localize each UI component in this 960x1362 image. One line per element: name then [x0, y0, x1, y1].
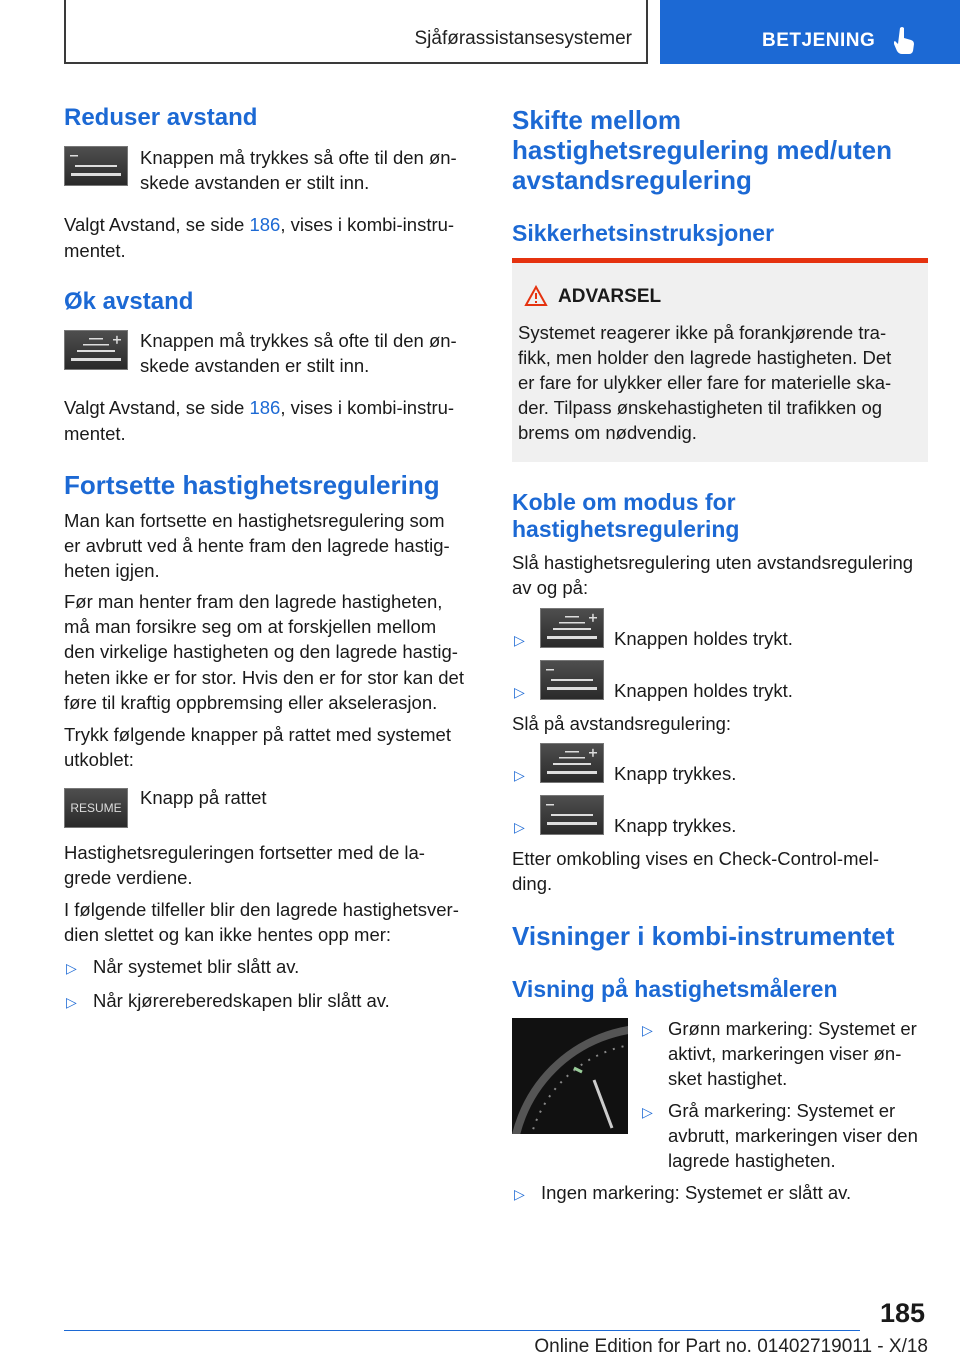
heading-sikkerhet: Sikkerhetsinstruksjoner [512, 220, 775, 246]
reduser-reference [64, 212, 454, 238]
gauge-bullet2-l3: lagrede hastigheten. [668, 1150, 836, 1171]
speedometer-icon [512, 1018, 628, 1134]
koble-item-2: Knappen holdes trykt. [614, 680, 793, 701]
reduce-distance-button-image [540, 660, 604, 700]
heading-fortsette: Fortsette hastighetsregulering [64, 470, 440, 500]
bullet-triangle-icon: ▷ [514, 632, 525, 648]
page-number: 185 [880, 1298, 926, 1328]
ok-reference-line2: mentet. [64, 423, 126, 444]
para5-l1: I følgende tilfeller blir den lagrede hastighetsver- [64, 899, 459, 920]
reduce-distance-icon [65, 147, 127, 185]
resume-caption: Knapp på rattet [140, 787, 267, 808]
page-link-186[interactable]: 186 [249, 214, 281, 235]
increase-distance-icon [65, 331, 127, 369]
bullet-triangle-icon: ▷ [642, 1022, 653, 1038]
gauge-bullet1-l1: Grønn markering: Systemet er [668, 1018, 917, 1039]
para1-l3: heten igjen. [64, 560, 160, 581]
gauge-bullet1-l2: aktivt, markeringen viser øn- [668, 1043, 902, 1064]
increase-distance-button-image [64, 330, 128, 370]
reduser-reference-line2: mentet. [64, 240, 126, 261]
ok-ref-text: Valgt Avstand, se side [64, 397, 250, 418]
ok-text-line2: skede avstanden er stilt inn. [140, 355, 370, 376]
bullet-triangle-icon: ▷ [642, 1104, 653, 1120]
heading-skifte-l3: avstandsregulering [512, 165, 752, 195]
left-bullet-1: Når systemet blir slått av. [93, 956, 300, 977]
warning-box [512, 258, 928, 462]
koble-item-1: Knappen holdes trykt. [614, 628, 793, 649]
footer-divider [64, 1330, 860, 1331]
koble-text-l1: Slå hastighetsregulering uten avstandsregulering [512, 552, 914, 573]
last-bullet: Ingen markering: Systemet er slått av. [541, 1182, 852, 1203]
heading-koble-l1: Koble om modus for [512, 489, 736, 515]
reduser-text-line2: skede avstanden er stilt inn. [140, 172, 370, 193]
warning-line3: er fare for ulykker eller fare for materielle ska- [518, 372, 892, 393]
para4-l2: grede verdiene. [64, 867, 193, 888]
heading-visninger: Visninger i kombi-instrumentet [512, 921, 895, 951]
bullet-triangle-icon: ▷ [66, 960, 77, 976]
increase-distance-button-image [540, 743, 604, 783]
heading-ok-avstand: Øk avstand [64, 288, 194, 315]
etter-text-l2: ding. [512, 873, 553, 894]
chapter-title: BETJENING [762, 30, 876, 51]
para1-l2: er avbrutt ved å hente fram den lagrede hastig- [64, 535, 450, 556]
resume-label: RESUME [70, 801, 122, 815]
reduce-distance-icon [541, 796, 603, 834]
bullet-triangle-icon: ▷ [66, 994, 77, 1010]
avstand-item-2: Knapp trykkes. [614, 815, 737, 836]
para3-l1: Trykk følgende knapper på rattet med systemet [64, 724, 451, 745]
ok-reference [64, 395, 454, 421]
heading-reduser-avstand: Reduser avstand [64, 104, 258, 131]
para3-l2: utkoblet: [64, 749, 134, 770]
warning-title: ADVARSEL [558, 286, 662, 307]
heading-skifte-l2: hastighetsregulering med/uten [512, 135, 892, 165]
reduser-text-line1: Knappen må trykkes så ofte til den øn- [140, 147, 457, 168]
heading-koble-l2: hastighetsregulering [512, 516, 740, 542]
section-title: Sjåførassistansesystemer [414, 28, 632, 49]
gauge-bullet2-l2: avbrutt, markeringen viser den [668, 1125, 918, 1146]
bullet-triangle-icon: ▷ [514, 819, 525, 835]
warning-triangle-icon [524, 285, 548, 307]
left-bullet-2: Når kjørereberedskapen blir slått av. [93, 990, 390, 1011]
increase-distance-button-image [540, 608, 604, 648]
reduce-distance-icon [541, 661, 603, 699]
warning-line1: Systemet reagerer ikke på forankjørende tra- [518, 322, 887, 343]
heading-visning: Visning på hastighetsmåleren [512, 976, 838, 1002]
speedometer-image [512, 1018, 628, 1134]
para1-l1: Man kan fortsette en hastighetsregulering som [64, 510, 445, 531]
para2-l5: føre til kraftig oppbremsing eller akselerasjon. [64, 692, 438, 713]
para2-l4: heten ikke er for stor. Hvis den er for stor kan det [64, 667, 464, 688]
koble-text-l2: av og på: [512, 577, 589, 598]
warning-line4: der. Tilpass ønskehastigheten til trafikken og [518, 397, 883, 418]
heading-skifte-l1: Skifte mellom [512, 105, 682, 135]
bullet-triangle-icon: ▷ [514, 684, 525, 700]
resume-button-image [64, 788, 128, 828]
reduce-distance-button-image [540, 795, 604, 835]
bullet-triangle-icon: ▷ [514, 767, 525, 783]
etter-text-l1: Etter omkobling vises en Check-Control-mel- [512, 848, 880, 869]
increase-distance-icon [541, 744, 603, 782]
gauge-bullet2-l1: Grå markering: Systemet er [668, 1100, 896, 1121]
para2-l2: må man forsikre seg om at forskjellen mellom [64, 616, 437, 637]
hand-pointer-icon [894, 26, 916, 54]
gauge-bullet1-l3: sket hastighet. [668, 1068, 788, 1089]
header-section-box [64, 0, 648, 64]
increase-distance-icon [541, 609, 603, 647]
para2-l1: Før man henter fram den lagrede hastigheten, [64, 591, 443, 612]
avstand-text: Slå på avstandsregulering: [512, 713, 732, 734]
para2-l3: den virkelige hastigheten og den lagrede hastig- [64, 641, 458, 662]
ok-ref-text2: , vises i kombi-instru- [280, 397, 455, 418]
para5-l2: dien slettet og kan ikke hentes opp mer: [64, 924, 392, 945]
ok-text-line1: Knappen må trykkes så ofte til den øn- [140, 330, 457, 351]
para4-l1: Hastighetsreguleringen fortsetter med de la- [64, 842, 425, 863]
avstand-item-1: Knapp trykkes. [614, 763, 737, 784]
bullet-triangle-icon: ▷ [514, 1186, 525, 1202]
reduser-ref-text: Valgt Avstand, se side [64, 214, 250, 235]
warning-line2: fikk, men holder den lagrede hastigheten. Det [518, 347, 892, 368]
reduser-ref-text2: , vises i kombi-instru- [280, 214, 455, 235]
reduce-distance-button-image [64, 146, 128, 186]
page-link-186-b[interactable]: 186 [249, 397, 281, 418]
warning-line5: brems om nødvendig. [518, 422, 697, 443]
edition-text: Online Edition for Part no. 01402719011 - X/18 [534, 1336, 928, 1357]
header-chapter-tab[interactable] [660, 0, 960, 64]
